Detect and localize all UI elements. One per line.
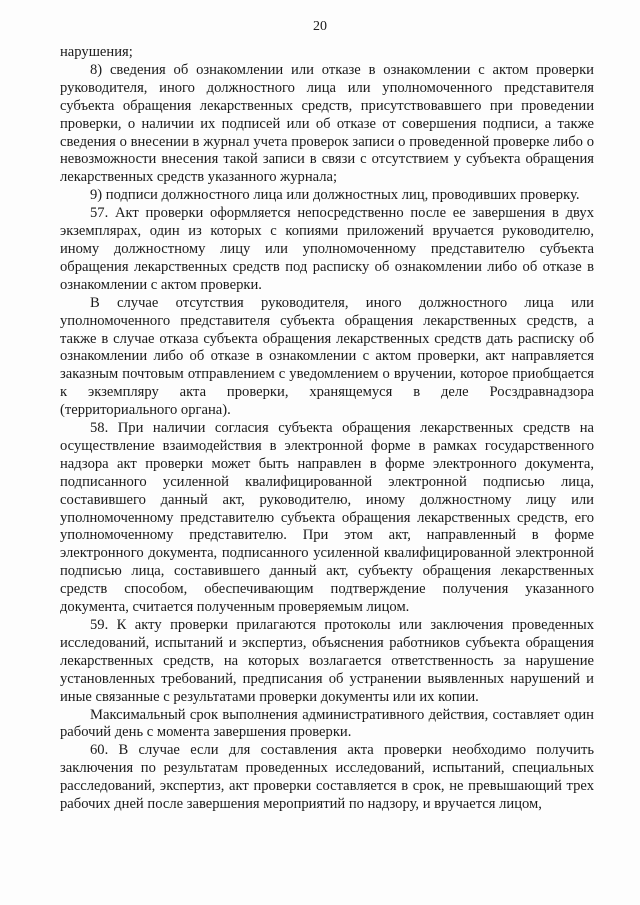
document-body: [60, 44, 594, 814]
paragraph: 60. В случае если для составления акта проверки необходимо получить заключения по результатам проведенных исследований, испытаний, специальных расследований, экспертиз, акт проверки составляется в срок, не превышающий трех рабочих дней после завершения мероприятий по надзору, и вручается лицом,: [60, 742, 594, 813]
paragraph: 9) подписи должностного лица или должностных лиц, проводивших проверку.: [90, 187, 580, 204]
paragraph: В случае отсутствия руководителя, иного должностного лица или уполномоченного представителя субъекта обращения лекарственных средств, а также в случае отказа субъекта обращения лекарственных средств дать расписку об ознакомлении либо об отказе в ознакомлении с актом проверки, акт направляется заказным почтовым отправлением с уведомлением о вручении, которое приобщается к экземпляру акта проверки, хранящемуся в деле Росздравнадзора (территориального органа).: [60, 294, 594, 419]
paragraph: 57. Акт проверки оформляется непосредственно после ее завершения в двух экземплярах, один из которых с копиями приложений вручается руководителю, иному должностному лицу или уполномоченному представителю субъекта обращения лекарственных средств под расписку об ознакомлении либо об отказе в ознакомлении с актом проверки.: [60, 205, 594, 293]
paragraph: нарушения;: [60, 44, 133, 60]
paragraph: 8) сведения об ознакомлении или отказе в ознакомлении с актом проверки руководителя, иного должностного лица или уполномоченного представителя субъекта обращения лекарственных средств, присутствовавшего при проведении проверки, о наличии их подписей или об отказе от совершения подписи, а также сведения о внесении в журнал учета проверок записи о проведенной проверке либо о невозможности внесения такой записи в связи с отсутствием у субъекта обращения лекарственных средств указанного журнала;: [60, 61, 594, 186]
paragraph: Максимальный срок выполнения административного действия, составляет один рабочий день с момента завершения проверки.: [60, 706, 594, 741]
page-number: 20: [313, 19, 327, 34]
paragraph: 59. К акту проверки прилагаются протоколы или заключения проведенных исследований, испытаний и экспертиз, объяснения работников субъекта обращения лекарственных средств, на которых возлагается ответственность за нарушение установленных требований, предписания об устранении выявленных нарушений и иные связанные с результатами проверки документы или их копии.: [60, 617, 594, 705]
paragraph: 58. При наличии согласия субъекта обращения лекарственных средств на осуществление взаимодействия в электронной форме в рамках государственного надзора акт проверки может быть направлен в форме электронного документа, подписанного усиленной квалифицированной электронной подписью лица, составившего данный акт, руководителю, иному должностному лицу или уполномоченному представителю субъекта обращения лекарственных средств, его уполномоченному представителю. При этом акт, направленный в форме электронного документа, подписанного усиленной квалифицированной электронной подписью лица, составившего данный акт, субъекту обращения лекарственных средств способом, обеспечивающим подтверждение получения указанного документа, считается полученным проверяемым лицом.: [60, 420, 594, 616]
